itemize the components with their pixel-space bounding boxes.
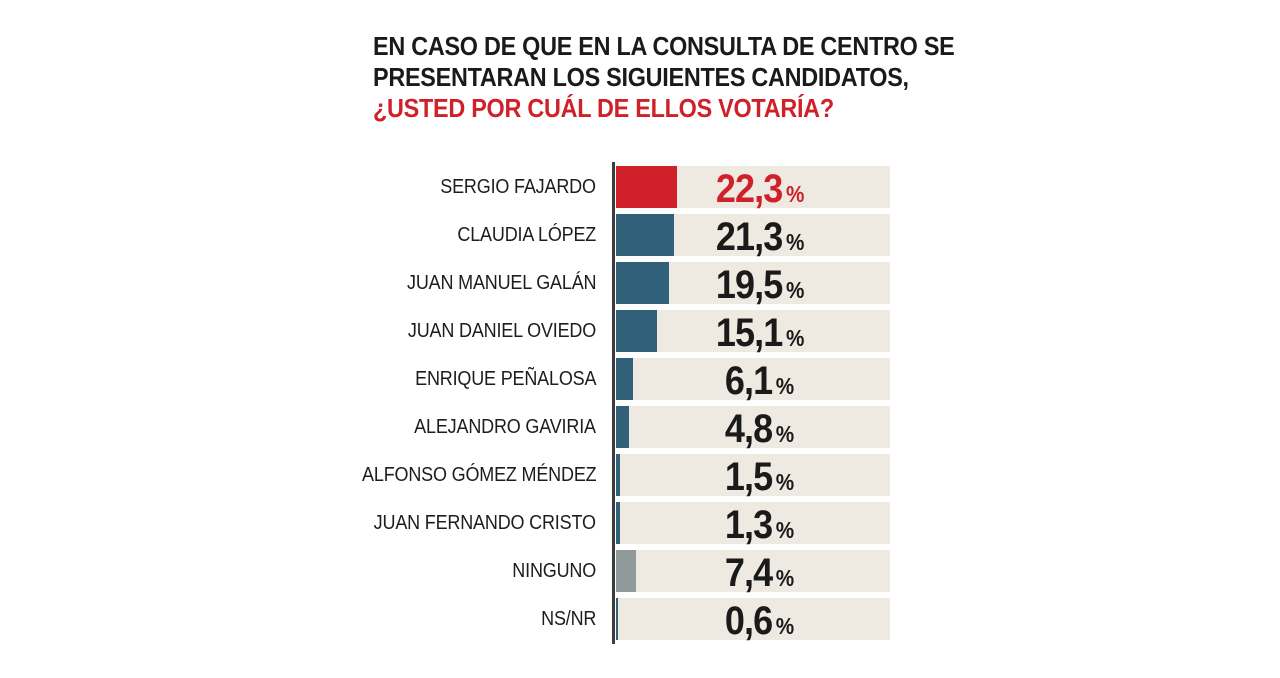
- value-number: 15,1: [715, 311, 783, 355]
- percent-sign: %: [776, 613, 795, 639]
- percent-sign: %: [776, 469, 795, 495]
- value-label: [616, 550, 890, 595]
- candidate-label: [0, 166, 596, 208]
- value-label: [616, 262, 890, 307]
- title-line-1: [373, 31, 1019, 62]
- percent-sign: %: [776, 565, 795, 591]
- bar-track: [616, 406, 890, 451]
- candidate-label-text: ENRIQUE PEÑALOSA: [414, 367, 596, 390]
- value-label: [616, 454, 890, 499]
- value-label: [616, 358, 890, 403]
- value-wrap: [716, 169, 804, 209]
- candidate-label-text: JUAN FERNANDO CRISTO: [373, 511, 596, 534]
- candidate-label-text: JUAN MANUEL GALÁN: [406, 271, 596, 294]
- chart-row: [0, 502, 1280, 547]
- title-line-2-text: PRESENTARAN LOS SIGUIENTES CANDIDATOS,: [373, 62, 909, 92]
- candidate-label-text: ALFONSO GÓMEZ MÉNDEZ: [361, 463, 596, 486]
- value-wrap: [716, 313, 804, 353]
- bar-track: [616, 454, 890, 499]
- chart-title: [373, 31, 1019, 124]
- bar-chart: [0, 166, 1280, 646]
- percent-sign: %: [785, 277, 805, 303]
- value-wrap: [725, 601, 794, 641]
- chart-row: [0, 406, 1280, 451]
- candidate-label-text: CLAUDIA LÓPEZ: [457, 223, 596, 246]
- chart-row: [0, 550, 1280, 595]
- bar-track: [616, 214, 890, 259]
- candidate-label: [0, 310, 596, 352]
- candidate-label: [0, 262, 596, 304]
- candidate-label: [0, 358, 596, 400]
- value-number: 4,8: [725, 407, 773, 451]
- chart-row: [0, 214, 1280, 259]
- bar-track: [616, 262, 890, 307]
- bar-track: [616, 502, 890, 547]
- value-label: [616, 166, 890, 211]
- chart-row: [0, 358, 1280, 403]
- bar-track: [616, 598, 890, 643]
- candidate-label: [0, 214, 596, 256]
- value-number: 1,5: [725, 455, 773, 499]
- bar-track: [616, 166, 890, 211]
- value-label: [616, 310, 890, 355]
- percent-sign: %: [785, 181, 805, 207]
- bar-track: [616, 310, 890, 355]
- value-wrap: [716, 217, 804, 257]
- title-line-2: [373, 62, 1019, 93]
- title-line-3-text: ¿USTED POR CUÁL DE ELLOS VOTARÍA?: [373, 93, 834, 123]
- candidate-label-text: SERGIO FAJARDO: [440, 175, 596, 198]
- value-wrap: [725, 505, 794, 545]
- percent-sign: %: [776, 373, 795, 399]
- value-wrap: [725, 457, 794, 497]
- value-number: 22,3: [715, 167, 783, 211]
- candidate-label: [0, 406, 596, 448]
- candidate-label-text: JUAN DANIEL OVIEDO: [407, 319, 596, 342]
- value-number: 6,1: [725, 359, 773, 403]
- candidate-label-text: ALEJANDRO GAVIRIA: [414, 415, 596, 438]
- value-number: 19,5: [715, 263, 783, 307]
- bar-track: [616, 550, 890, 595]
- bar-track: [616, 358, 890, 403]
- title-line-3-question: [373, 93, 1019, 124]
- value-label: [616, 406, 890, 451]
- value-wrap: [725, 409, 794, 449]
- percent-sign: %: [785, 325, 805, 351]
- candidate-label-text: NINGUNO: [512, 559, 596, 582]
- candidate-label-text: NS/NR: [540, 607, 596, 630]
- value-label: [616, 502, 890, 547]
- candidate-label: [0, 550, 596, 592]
- chart-row: [0, 166, 1280, 211]
- chart-row: [0, 310, 1280, 355]
- title-line-1-text: EN CASO DE QUE EN LA CONSULTA DE CENTRO SE: [373, 31, 955, 61]
- percent-sign: %: [776, 517, 795, 543]
- candidate-label: [0, 502, 596, 544]
- percent-sign: %: [776, 421, 795, 447]
- value-number: 7,4: [725, 551, 773, 595]
- value-label: [616, 214, 890, 259]
- value-number: 21,3: [715, 215, 783, 259]
- chart-row: [0, 454, 1280, 499]
- value-label: [616, 598, 890, 643]
- chart-row: [0, 262, 1280, 307]
- chart-row: [0, 598, 1280, 643]
- value-number: 0,6: [725, 599, 773, 643]
- value-wrap: [716, 265, 804, 305]
- value-number: 1,3: [725, 503, 773, 547]
- candidate-label: [0, 454, 596, 496]
- value-wrap: [725, 553, 794, 593]
- value-wrap: [725, 361, 794, 401]
- percent-sign: %: [785, 229, 805, 255]
- candidate-label: [0, 598, 596, 640]
